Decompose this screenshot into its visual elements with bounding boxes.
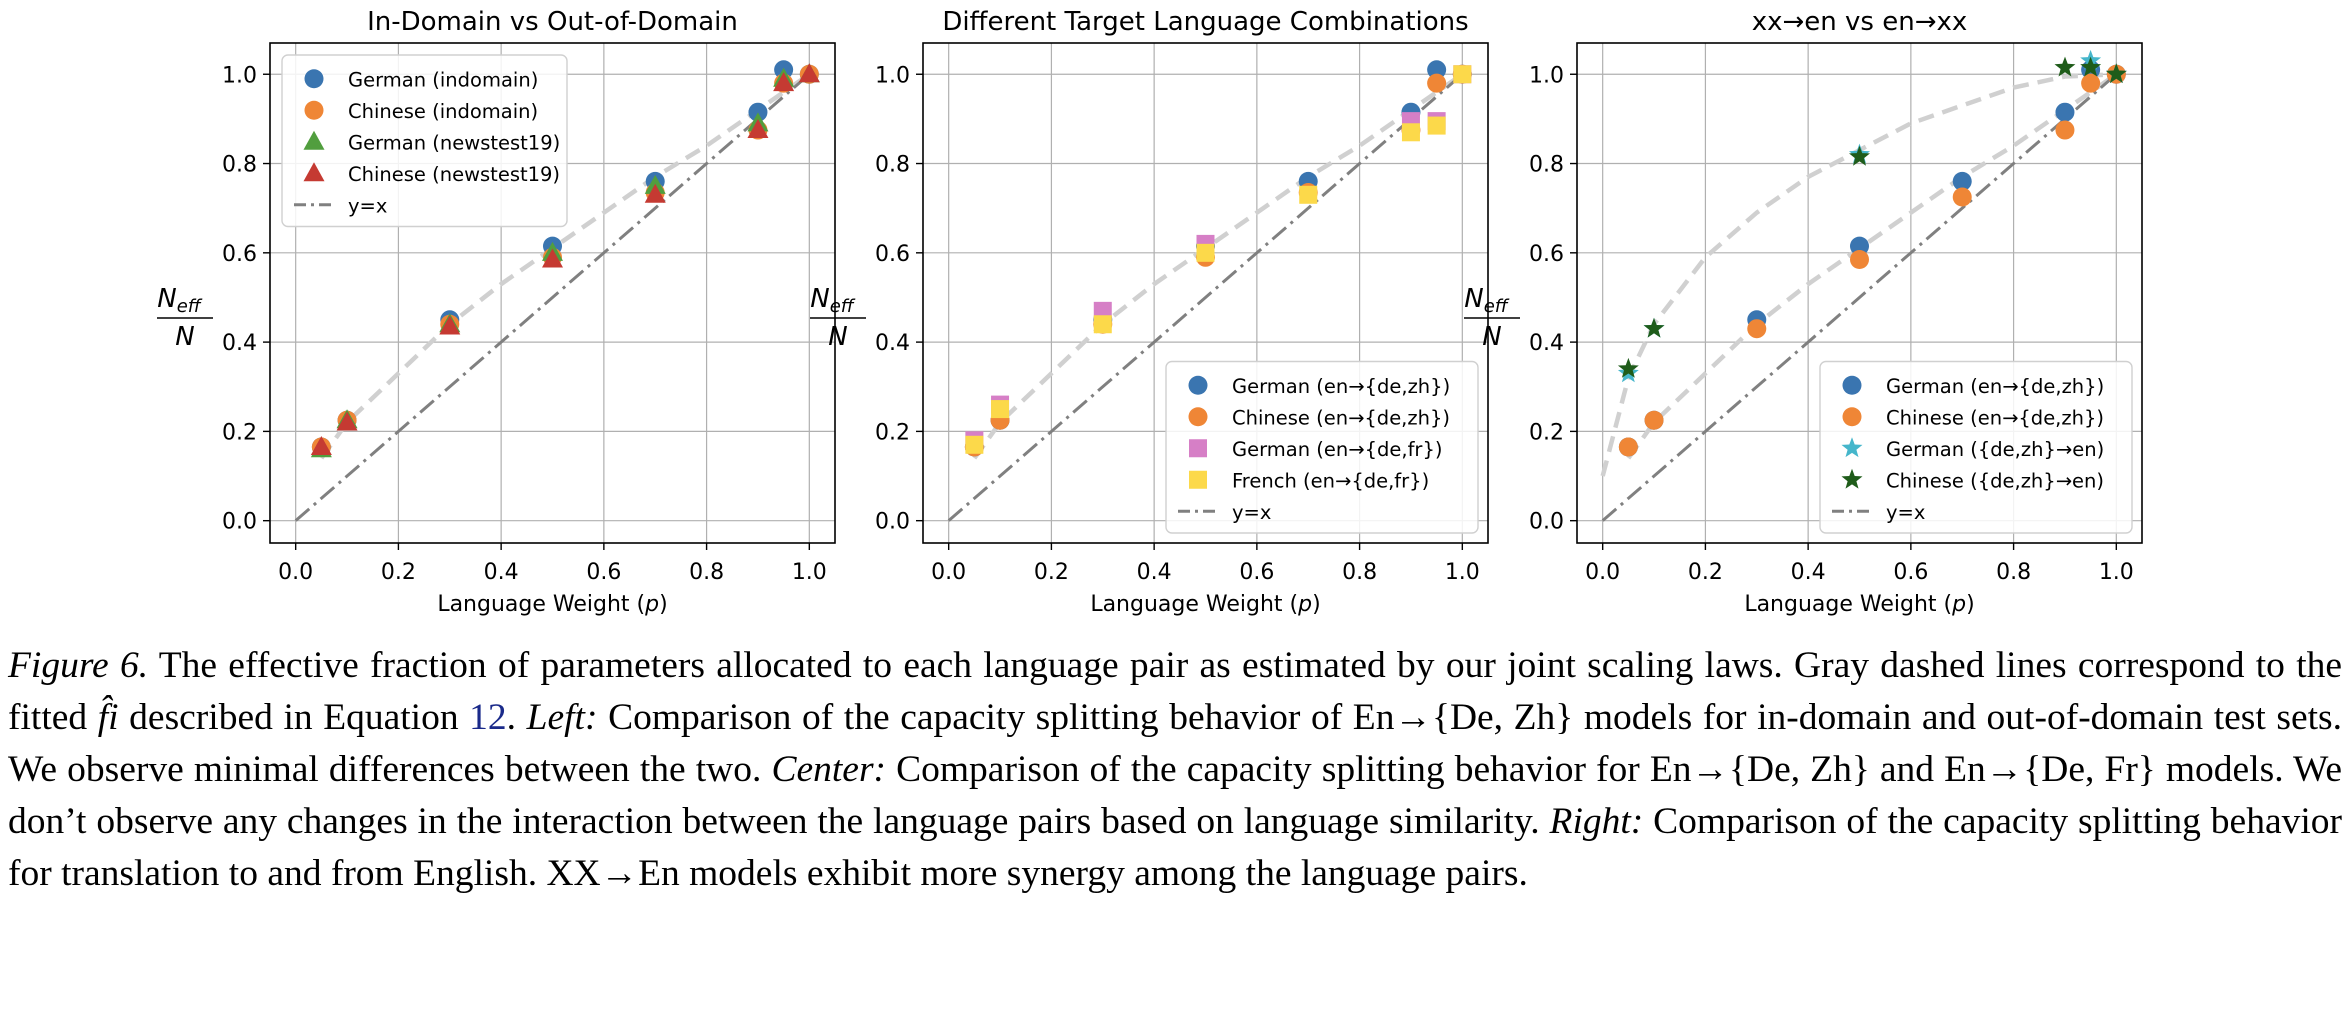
legend — [1166, 362, 1478, 534]
legend-swatch — [1189, 407, 1208, 426]
y-label-numerator: Neff — [810, 284, 854, 317]
data-point-series-2 — [2081, 74, 2100, 93]
data-point-series-2 — [1747, 319, 1766, 338]
y-tick-label: 0.2 — [222, 420, 257, 446]
y-tick-label: 1.0 — [1529, 63, 1564, 89]
legend-label: y=x — [348, 194, 388, 218]
legend-swatch — [1189, 376, 1208, 395]
x-tick-label: 1.0 — [791, 560, 827, 585]
legend-label: y=x — [1232, 500, 1272, 524]
y-tick-label: 0.6 — [875, 241, 910, 267]
x-tick-label: 0.6 — [1893, 560, 1929, 585]
legend-label: German (indomain) — [348, 68, 539, 92]
data-point-series-4 — [1453, 65, 1471, 83]
data-point-series-4 — [1094, 315, 1112, 333]
y-tick-label: 1.0 — [222, 63, 257, 89]
legend-swatch — [305, 69, 324, 88]
legend-label: German ({de,zh}→en) — [1886, 437, 2105, 461]
data-point-series-4 — [1197, 244, 1215, 262]
legend-swatch — [1843, 376, 1862, 395]
data-point-series-4 — [965, 436, 983, 454]
legend-label: Chinese ({de,zh}→en) — [1886, 469, 2104, 493]
figure-caption: Figure 6. The effective fraction of parameters allocated to each language pair as estimated by our joint scaling laws. Gray dashed lines correspond to the fitted f̂i described in Equation 12. Left: Comparison of the capacity splitting behavior of En→{De, Zh} models for in-domain and out-of-domain test sets. We observe minimal differences between the two. Center: Comparison of the capacity splitting behavior for En→{De, Zh} and En→{De, Fr} models. We don’t observe any changes in the interaction between the language pairs based on language similarity. Right: Comparison of the capacity splitting behavior for translation to and from English. XX→En models exhibit more synergy among the language pairs. — [8, 645, 2343, 894]
x-axis-label: Language Weight (p) — [1090, 592, 1321, 617]
x-tick-label: 0.2 — [1033, 560, 1069, 585]
caption-center-text: Comparison of the capacity splitting behavior for En→{De, Zh} and En→{De, Fr} models. We don’t observe any changes in the interaction between the language pairs based on language similarity. — [8, 749, 2343, 842]
x-tick-label: 1.0 — [2098, 560, 2134, 585]
y-label-numerator: Neff — [157, 284, 201, 317]
legend-swatch — [1843, 407, 1862, 426]
y-label-subscript: eff — [829, 296, 854, 317]
legend — [1820, 362, 2132, 534]
chart-title: In-Domain vs Out-of-Domain — [367, 7, 738, 37]
y-label-subscript: eff — [1483, 296, 1508, 317]
y-label-subscript: eff — [176, 296, 201, 317]
chart-title: Different Target Language Combinations — [942, 7, 1469, 37]
y-label-numerator: Neff — [1464, 284, 1508, 317]
y-tick-label: 0.4 — [875, 331, 910, 357]
legend-label: Chinese (newstest19) — [348, 162, 561, 186]
data-point-series-2 — [1427, 74, 1446, 93]
x-tick-label: 1.0 — [1444, 560, 1480, 585]
x-axis-label: Language Weight (p) — [1744, 592, 1975, 617]
caption-left-label: Left: — [526, 697, 598, 738]
x-tick-label: 0.6 — [1239, 560, 1275, 585]
legend-swatch — [1189, 439, 1207, 457]
caption-equation-ref[interactable]: 12 — [469, 697, 507, 738]
x-tick-label: 0.2 — [380, 560, 416, 585]
legend-swatch — [305, 101, 324, 120]
x-tick-label: 0.0 — [931, 560, 967, 585]
data-point-series-2 — [1619, 438, 1638, 457]
x-tick-label: 0.4 — [1136, 560, 1172, 585]
legend-swatch — [1189, 471, 1207, 489]
legend-label: German (en→{de,zh}) — [1886, 374, 2105, 398]
caption-right-label: Right: — [1549, 801, 1644, 842]
data-point-series-4 — [1402, 123, 1420, 141]
x-axis-label-end: ) — [1312, 592, 1321, 617]
y-tick-label: 0.6 — [1529, 241, 1564, 267]
x-tick-label: 0.2 — [1687, 560, 1723, 585]
chart-title: xx→en vs en→xx — [1751, 7, 1968, 37]
x-tick-label: 0.0 — [278, 560, 314, 585]
x-tick-label: 0.8 — [1996, 560, 2032, 585]
x-tick-label: 0.8 — [1342, 560, 1378, 585]
caption-figure-label: Figure 6. — [8, 645, 149, 686]
data-point-series-2 — [1850, 250, 1869, 269]
legend-label: Chinese (indomain) — [348, 99, 539, 123]
y-tick-label: 0.0 — [875, 509, 910, 535]
data-point-series-2 — [1645, 411, 1664, 430]
legend-label: Chinese (en→{de,zh}) — [1886, 406, 2104, 430]
caption-text-2: described in Equation — [129, 697, 459, 738]
y-tick-label: 0.8 — [875, 152, 910, 178]
x-axis-label-var: p — [1298, 592, 1313, 617]
x-tick-label: 0.8 — [689, 560, 725, 585]
legend-label: French (en→{de,fr}) — [1232, 469, 1430, 493]
x-axis-label-var: p — [645, 592, 660, 617]
caption-text-1: The effective fraction of parameters allocated to each language pair as estimated by our joint scaling laws. Gray dashed lines correspond to the fitted — [8, 645, 2343, 738]
legend-label: y=x — [1886, 500, 1926, 524]
chart-panel-3 — [1464, 7, 2142, 617]
caption-right-text: Comparison of the capacity splitting behavior for translation to and from English. XX→En models exhibit more synergy among the language pairs. — [8, 801, 2343, 894]
x-tick-label: 0.0 — [1585, 560, 1621, 585]
data-point-series-2 — [1953, 188, 1972, 207]
y-label-denominator: N — [828, 322, 848, 352]
x-axis-label: Language Weight (p) — [437, 592, 668, 617]
y-axis-label — [157, 284, 213, 352]
data-point-series-4 — [991, 400, 1009, 418]
x-tick-label: 0.4 — [1790, 560, 1826, 585]
caption-fi-symbol: f̂i — [97, 697, 119, 738]
x-axis-label-var: p — [1952, 592, 1967, 617]
y-tick-label: 0.6 — [222, 241, 257, 267]
data-point-series-1 — [2055, 103, 2074, 122]
data-point-series-4 — [2055, 57, 2076, 77]
y-tick-label: 0.0 — [222, 509, 257, 535]
x-axis-label-end: ) — [1966, 592, 1975, 617]
caption-left-text: Comparison of the capacity splitting behavior of En→{De, Zh} models for in-domain and out-of-domain test sets. We observe minimal differences between the two. — [8, 697, 2343, 790]
y-tick-label: 0.8 — [222, 152, 257, 178]
data-point-series-4 — [1428, 117, 1446, 135]
x-tick-label: 0.4 — [483, 560, 519, 585]
y-label-denominator: N — [1482, 322, 1502, 352]
data-point-series-4 — [1299, 186, 1317, 204]
y-tick-label: 0.4 — [222, 331, 257, 357]
caption-center-label: Center: — [771, 749, 887, 790]
legend — [282, 55, 567, 227]
y-tick-label: 0.0 — [1529, 509, 1564, 535]
chart-panel-2 — [810, 7, 1488, 617]
y-tick-label: 0.8 — [1529, 152, 1564, 178]
x-axis-label-end: ) — [659, 592, 668, 617]
legend-label: German (en→{de,zh}) — [1232, 374, 1451, 398]
legend-label: Chinese (en→{de,zh}) — [1232, 406, 1450, 430]
data-point-series-2 — [2055, 121, 2074, 140]
x-tick-label: 0.6 — [586, 560, 622, 585]
data-point-series-4 — [1644, 318, 1665, 338]
y-tick-label: 0.2 — [1529, 420, 1564, 446]
y-tick-label: 0.4 — [1529, 331, 1564, 357]
chart-panel-1 — [157, 7, 835, 617]
legend-label: German (newstest19) — [348, 131, 561, 155]
y-tick-label: 1.0 — [875, 63, 910, 89]
legend-label: German (en→{de,fr}) — [1232, 437, 1443, 461]
y-tick-label: 0.2 — [875, 420, 910, 446]
y-label-denominator: N — [175, 322, 195, 352]
